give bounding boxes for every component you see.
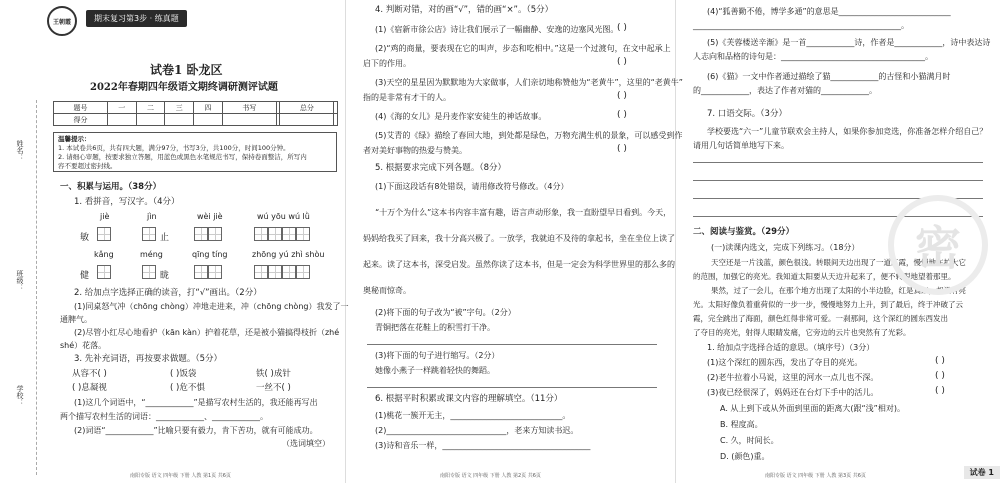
- score-cell: 书写: [222, 102, 276, 114]
- writing-box[interactable]: [282, 227, 296, 241]
- question-5-item: (2)将下面的句子改为“被”字句。（2分）: [375, 308, 516, 317]
- writing-box[interactable]: [142, 227, 156, 241]
- fill-item[interactable]: (1)桃花一簇开无主，____________________________。: [375, 411, 571, 420]
- question-3: 3. 先补充词语，再按要求做题。（5分）: [74, 354, 222, 364]
- score-cell: 二: [136, 102, 165, 114]
- pinyin: méng: [140, 250, 163, 259]
- question-7-text: 学校要选“六一”儿童节联欢会主持人，如果你参加竞选，你准备怎样介绍自己？: [707, 127, 988, 136]
- answer-paren[interactable]: ( ): [617, 57, 627, 67]
- option-d: D. (颜色)重。: [720, 452, 770, 461]
- question-2-item: (1)同桌怒气冲（chōng chòng）冲地走进来，冲（chōng chòng）我发了一: [74, 302, 349, 311]
- pinyin: kǎng: [94, 250, 114, 259]
- brand-logo: [47, 6, 77, 36]
- fill-blank[interactable]: ( )息凝视: [72, 383, 107, 393]
- writing-box[interactable]: [194, 265, 208, 279]
- question-2-item: 通脾气。: [60, 315, 92, 324]
- fill-item[interactable]: (3)诗和音乐一样，_____________________________________: [375, 441, 591, 450]
- answer-paren[interactable]: ( ): [617, 110, 627, 120]
- exam-subtitle: 2022年春期四年级语文期终调研测评试题: [90, 82, 278, 93]
- writing-box[interactable]: [254, 265, 268, 279]
- question-7: 7. 口语交际。（3分）: [707, 109, 787, 119]
- judge-item: (2)“鸡的商量，要表现在它的叫声，步态和吃相中。”这是一个过渡句，在文中起承上: [375, 44, 671, 53]
- fill-item[interactable]: ____________________________________________________。: [693, 21, 909, 30]
- judge-item: (1)《宿新市徐公店》诗让我们展示了一幅幽静、安逸的边塞风光图。: [375, 25, 619, 34]
- question-3-item: (1)这几个词语中，“____________”是描写农村生活的，我还能再写出: [74, 398, 318, 407]
- pinyin: wèi jiè: [197, 212, 223, 221]
- score-cell[interactable]: [194, 114, 223, 126]
- fill-item[interactable]: (4)“狐善勤不倦，博学多通”的意思是____________________________: [707, 7, 951, 16]
- tips-line: 容不要超过密封线。: [58, 162, 117, 170]
- answer-line[interactable]: [693, 162, 983, 163]
- page-footer: 南阳专版 语文 四年级 下册 人教 第2页 共6页: [440, 473, 541, 479]
- reading-line: 光。太阳好像负着重荷似的一步一步，慢慢地努力上升，到了最后，终于冲破了云: [693, 300, 963, 309]
- fill-blank[interactable]: 一丝不( ): [256, 383, 291, 393]
- judge-item: (5)艾青的《绿》描绘了春回大地，到处都是绿色，万物充满生机的景象，可以感受到作: [375, 131, 683, 140]
- reading-item: (3)夜已经很深了，妈妈还在台灯下手中的活儿。: [707, 388, 879, 397]
- fill-item[interactable]: (2)______________________________，老来方知读书迟。: [375, 426, 579, 435]
- exam-title: 试卷1 卧龙区: [150, 63, 223, 77]
- fill-blank[interactable]: ( )危不惧: [170, 383, 205, 393]
- page-1: [0, 0, 349, 483]
- page-footer: 南阳专版 语文 四年级 下册 人教 第1页 共6页: [130, 473, 231, 479]
- question-2-item: shé）花落。: [60, 341, 107, 350]
- judge-item: 者对美好事物的热爱与赞美。: [363, 146, 467, 155]
- answer-paren[interactable]: ( ): [617, 23, 627, 33]
- question-4: 4. 判断对错，对的画“√”，错的画“×”。（5分）: [375, 5, 554, 15]
- tips-line: 2. 请细心审题，按要求独立答题，用蓝色或黑色水笔规范书写，保持卷面整洁，所写内: [58, 153, 307, 161]
- writing-box[interactable]: [296, 265, 310, 279]
- score-table: [53, 101, 338, 126]
- header-ribbon: 期末复习第3步 · 练真题: [86, 10, 187, 27]
- writing-box[interactable]: [194, 227, 208, 241]
- pinyin: qīng tíng: [192, 250, 228, 259]
- tips-title: 温馨提示：: [58, 135, 91, 143]
- question-6: 6. 根据平时积累或课文内容的理解填空。（11分）: [375, 394, 563, 404]
- writing-box[interactable]: [142, 265, 156, 279]
- question-5: 5. 根据要求完成下列各题。（8分）: [375, 163, 506, 173]
- question-2: 2. 给加点字选择正确的读音，打“√”画出。（2分）: [74, 288, 262, 298]
- score-cell: 总分: [280, 102, 334, 114]
- seal-watermark: [888, 195, 988, 295]
- answer-line[interactable]: [367, 344, 657, 345]
- score-cell[interactable]: [165, 114, 194, 126]
- score-cell[interactable]: [280, 114, 334, 126]
- passage-line: 奥秘而惊奇。: [363, 286, 411, 295]
- section-2-heading: 二、阅读与鉴赏。（29分）: [693, 227, 795, 237]
- writing-box[interactable]: [296, 227, 310, 241]
- passage-line: 起来。读了这本书，深受启发。虽然你读了这本书，但是一定会为科学世界里的那么多的: [363, 260, 675, 269]
- reading-line: 天空还是一片浅蓝，颜色很浅。转眼间天边出现了一道红霞，慢慢地在扩大它: [711, 258, 966, 267]
- judge-item: 指的是非常有才干的人。: [363, 93, 451, 102]
- class-label: 班级：: [16, 270, 24, 291]
- school-label: 学校：: [16, 385, 24, 406]
- fill-item[interactable]: 人志向和品格的诗句是：____________________________________。: [693, 52, 933, 61]
- answer-paren[interactable]: ( ): [935, 356, 945, 366]
- question-5-item: (3)将下面的句子进行缩写。（2分）: [375, 351, 500, 360]
- writing-box[interactable]: [97, 265, 111, 279]
- fill-blank[interactable]: 铁( )成针: [256, 369, 291, 379]
- answer-paren[interactable]: ( ): [617, 91, 627, 101]
- question-1: 1. 看拼音，写汉字。（4分）: [74, 197, 180, 207]
- tips-line: 1. 本试卷共6页，共有四大题，满分97分，书写3分，共100分，时间100分钟。: [58, 144, 290, 152]
- logo-text: 王朝霞: [52, 18, 71, 26]
- section-1-heading: 一、积累与运用。（38分）: [60, 182, 162, 192]
- fill-item[interactable]: (6)《猫》一文中作者通过描绘了猫____________的古怪和小猫满月时: [707, 72, 951, 81]
- writing-box[interactable]: [208, 265, 222, 279]
- question-3-item: (2)词语“____________”比喻只要有毅力，肯下苦功，就有可能成功。: [74, 426, 318, 435]
- judge-item: (4)《海的女儿》是丹麦作家安徒生的神话故事。: [375, 112, 547, 121]
- binding-sidebar: [15, 120, 29, 480]
- judge-item: (3)天空的星星因为默默地为大家做事，人们亲切地称赞他为“老黄牛”，这里的“老黄牛”: [375, 78, 683, 87]
- reading-question-1: 1. 给加点字选择合适的意思。（填序号）（3分）: [707, 343, 875, 352]
- reading-item: (2)老牛拉着小马说，这里的河水一点儿也不深。: [707, 373, 879, 382]
- fill-blank[interactable]: 从容不( ): [72, 369, 107, 379]
- fill-blank[interactable]: ( )饭袋: [170, 369, 197, 379]
- writing-box[interactable]: [208, 227, 222, 241]
- reading-line: 果然，过了一会儿，在那个地方出现了太阳的小半边脸，红是真红，却没有亮: [711, 286, 966, 295]
- answer-paren[interactable]: ( ): [935, 371, 945, 381]
- writing-box[interactable]: [282, 265, 296, 279]
- option-b: B. 程度高。: [720, 420, 763, 429]
- page-2: [345, 0, 683, 483]
- tips-box: [53, 132, 337, 172]
- fill-item[interactable]: 的____________，表达了作者对猫的____________。: [693, 86, 877, 95]
- fill-item[interactable]: (5)《芙蓉楼送辛渐》是一首____________诗，作者是____________，诗中表达诗: [707, 38, 991, 47]
- seal-line: [36, 100, 37, 475]
- answer-line[interactable]: [367, 387, 657, 388]
- score-cell: 题号: [54, 102, 108, 114]
- answer-paren[interactable]: ( ): [935, 386, 945, 396]
- question-2-item: (2)尽管小红尽心地看护（kān kàn）护着花草，还是被小猫搞得枝折（zhé: [74, 328, 340, 337]
- reading-line: 了夺目的亮光，射得人眼睛发痛，它旁边的云片也突然有了光彩。: [693, 328, 911, 337]
- question-5-item: (1)下面这段话有8处错误，请用修改符号修改。（4分）: [375, 182, 569, 191]
- pinyin: jiè: [100, 212, 110, 221]
- score-cell: 三: [165, 102, 194, 114]
- given-char: 敏: [80, 233, 90, 243]
- pinyin: jìn: [147, 212, 157, 221]
- reading-item: (1)这个深红的圆东西，发出了夺目的亮光。: [707, 358, 863, 367]
- score-cell: 得分: [54, 114, 108, 126]
- score-cell[interactable]: [334, 114, 338, 126]
- writing-box[interactable]: [254, 227, 268, 241]
- score-cell[interactable]: [136, 114, 165, 126]
- reading-line: 霞，完全跳出了海面，颜色红得非常可爱。一刹那间，这个深红的圆东西发出: [693, 314, 948, 323]
- question-3-item: 两个描写农村生活的词语：____________、____________。: [60, 412, 268, 421]
- reading-line: 的范围，加强它的亮光。我知道太阳要从天边升起来了，便不转眼地望着那里。: [693, 272, 956, 281]
- name-label: 姓名：: [16, 140, 24, 161]
- page-footer: 南阳专版 语文 四年级 下册 人教 第3页 共6页: [765, 473, 866, 479]
- writing-box[interactable]: [97, 227, 111, 241]
- score-cell: 一: [107, 102, 136, 114]
- answer-paren[interactable]: ( ): [617, 144, 627, 154]
- option-c: C. 久，时间长。: [720, 436, 779, 445]
- sentence: 她像小燕子一样跳着轻快的舞蹈。: [375, 366, 495, 375]
- answer-line[interactable]: [693, 180, 983, 181]
- passage-line: “十万个为什么”这本书内容丰富有趣，语言声动形象，我一直盼望早日看到。今天，: [375, 208, 672, 217]
- score-cell[interactable]: [107, 114, 136, 126]
- given-char: 眬: [160, 271, 170, 281]
- score-cell: 四: [194, 102, 223, 114]
- sentence: 青铜把落在花鞋上的积雪打干净。: [375, 323, 495, 332]
- reading-title: (一)读课内选文，完成下列练习。（18分）: [711, 243, 860, 252]
- seal-text: 密: [915, 221, 961, 275]
- passage-line: 妈妈给我买了回来，我十分高兴极了。一放学，我就迫不及待的拿起书，坐在坐位上读了: [363, 234, 675, 243]
- question-3-note: （选词填空）: [282, 439, 330, 448]
- given-char: 止: [160, 233, 170, 243]
- score-header-row: [54, 102, 338, 114]
- given-char: 健: [80, 271, 90, 281]
- writing-box[interactable]: [268, 227, 282, 241]
- option-a: A. 从上到下或从外面到里面的距离大(跟“浅”相对)。: [720, 404, 905, 413]
- pinyin: zhōng yú zhì shòu: [252, 250, 325, 259]
- writing-box[interactable]: [268, 265, 282, 279]
- score-cell[interactable]: [334, 102, 338, 114]
- question-7-text: 请用几句话简单地写下来。: [693, 141, 789, 150]
- judge-item: 启下的作用。: [363, 59, 411, 68]
- score-cell[interactable]: [222, 114, 276, 126]
- exam-tab: 试卷 1: [964, 466, 1000, 479]
- pinyin: wú yōu wú lǜ: [257, 212, 310, 221]
- score-value-row: [54, 114, 338, 126]
